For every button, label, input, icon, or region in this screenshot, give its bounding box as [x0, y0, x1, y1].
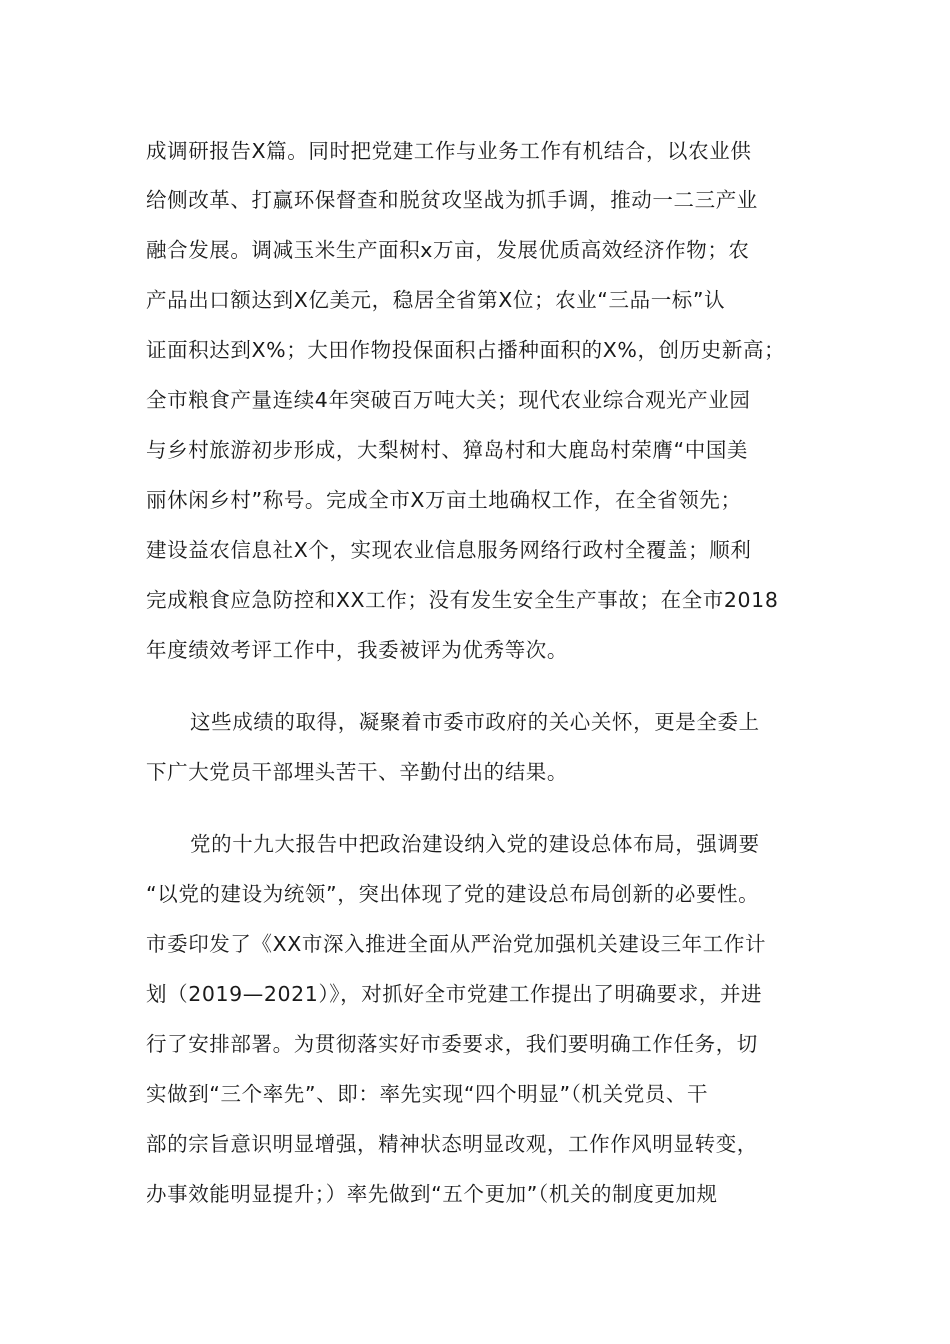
paragraph-1-line-9: 建设益农信息社X个，实现农业信息服务网络行政村全覆盖；顺利 — [146, 538, 752, 562]
paragraph-2-line-2: 下广大党员干部埋头苦干、辛勤付出的结果。 — [146, 760, 568, 784]
paragraph-3-line-2: “以党的建设为统领”，突出体现了党的建设总布局创新的必要性。 — [146, 882, 760, 906]
paragraph-3-line-4: 划（2019—2021）》，对抓好全市党建工作提出了明确要求，并进 — [146, 982, 763, 1006]
paragraph-3-line-5: 行了安排部署。为贯彻落实好市委要求，我们要明确工作任务，切 — [146, 1032, 758, 1056]
paragraph-1-line-10: 完成粮食应急防控和XX工作；没有发生安全生产事故；在全市2018 — [146, 588, 779, 612]
paragraph-2-line-1: 这些成绩的取得，凝聚着市委市政府的关心关怀，更是全委上 — [190, 710, 760, 734]
paragraph-1-line-1: 成调研报告X篇。同时把党建工作与业务工作有机结合，以农业供 — [146, 139, 752, 163]
paragraph-1-line-7: 与乡村旅游初步形成，大梨树村、獐岛村和大鹿岛村荣膺“中国美 — [146, 438, 749, 462]
paragraph-1-line-4: 产品出口额达到X亿美元，稳居全省第X位；农业“三品一标”认 — [146, 288, 726, 312]
paragraph-1-line-2: 给侧改革、打赢环保督查和脱贫攻坚战为抓手调，推动一二三产业 — [146, 188, 758, 212]
paragraph-1-line-5: 证面积达到X%；大田作物投保面积占播种面积的X%，创历史新高； — [146, 338, 786, 362]
paragraph-3-line-6: 实做到“三个率先”、即：率先实现“四个明显”（机关党员、干 — [146, 1082, 709, 1106]
paragraph-3-line-3: 市委印发了《XX市深入推进全面从严治党加强机关建设三年工作计 — [146, 932, 767, 956]
paragraph-3-line-1: 党的十九大报告中把政治建设纳入党的建设总体布局，强调要 — [190, 832, 760, 856]
paragraph-1-line-3: 融合发展。调减玉米生产面积x万亩，发展优质高效经济作物；农 — [146, 238, 750, 262]
paragraph-1-line-11: 年度绩效考评工作中，我委被评为优秀等次。 — [146, 638, 568, 662]
paragraph-1-line-8: 丽休闲乡村”称号。完成全市X万亩土地确权工作，在全省领先； — [146, 488, 742, 512]
paragraph-3-line-7: 部的宗旨意识明显增强，精神状态明显改观，工作作风明显转变， — [146, 1132, 758, 1156]
paragraph-1-line-6: 全市粮食产量连续4年突破百万吨大关；现代农业综合观光产业园 — [146, 388, 751, 412]
paragraph-3-line-8: 办事效能明显提升；）率先做到“五个更加”（机关的制度更加规 — [146, 1182, 718, 1206]
